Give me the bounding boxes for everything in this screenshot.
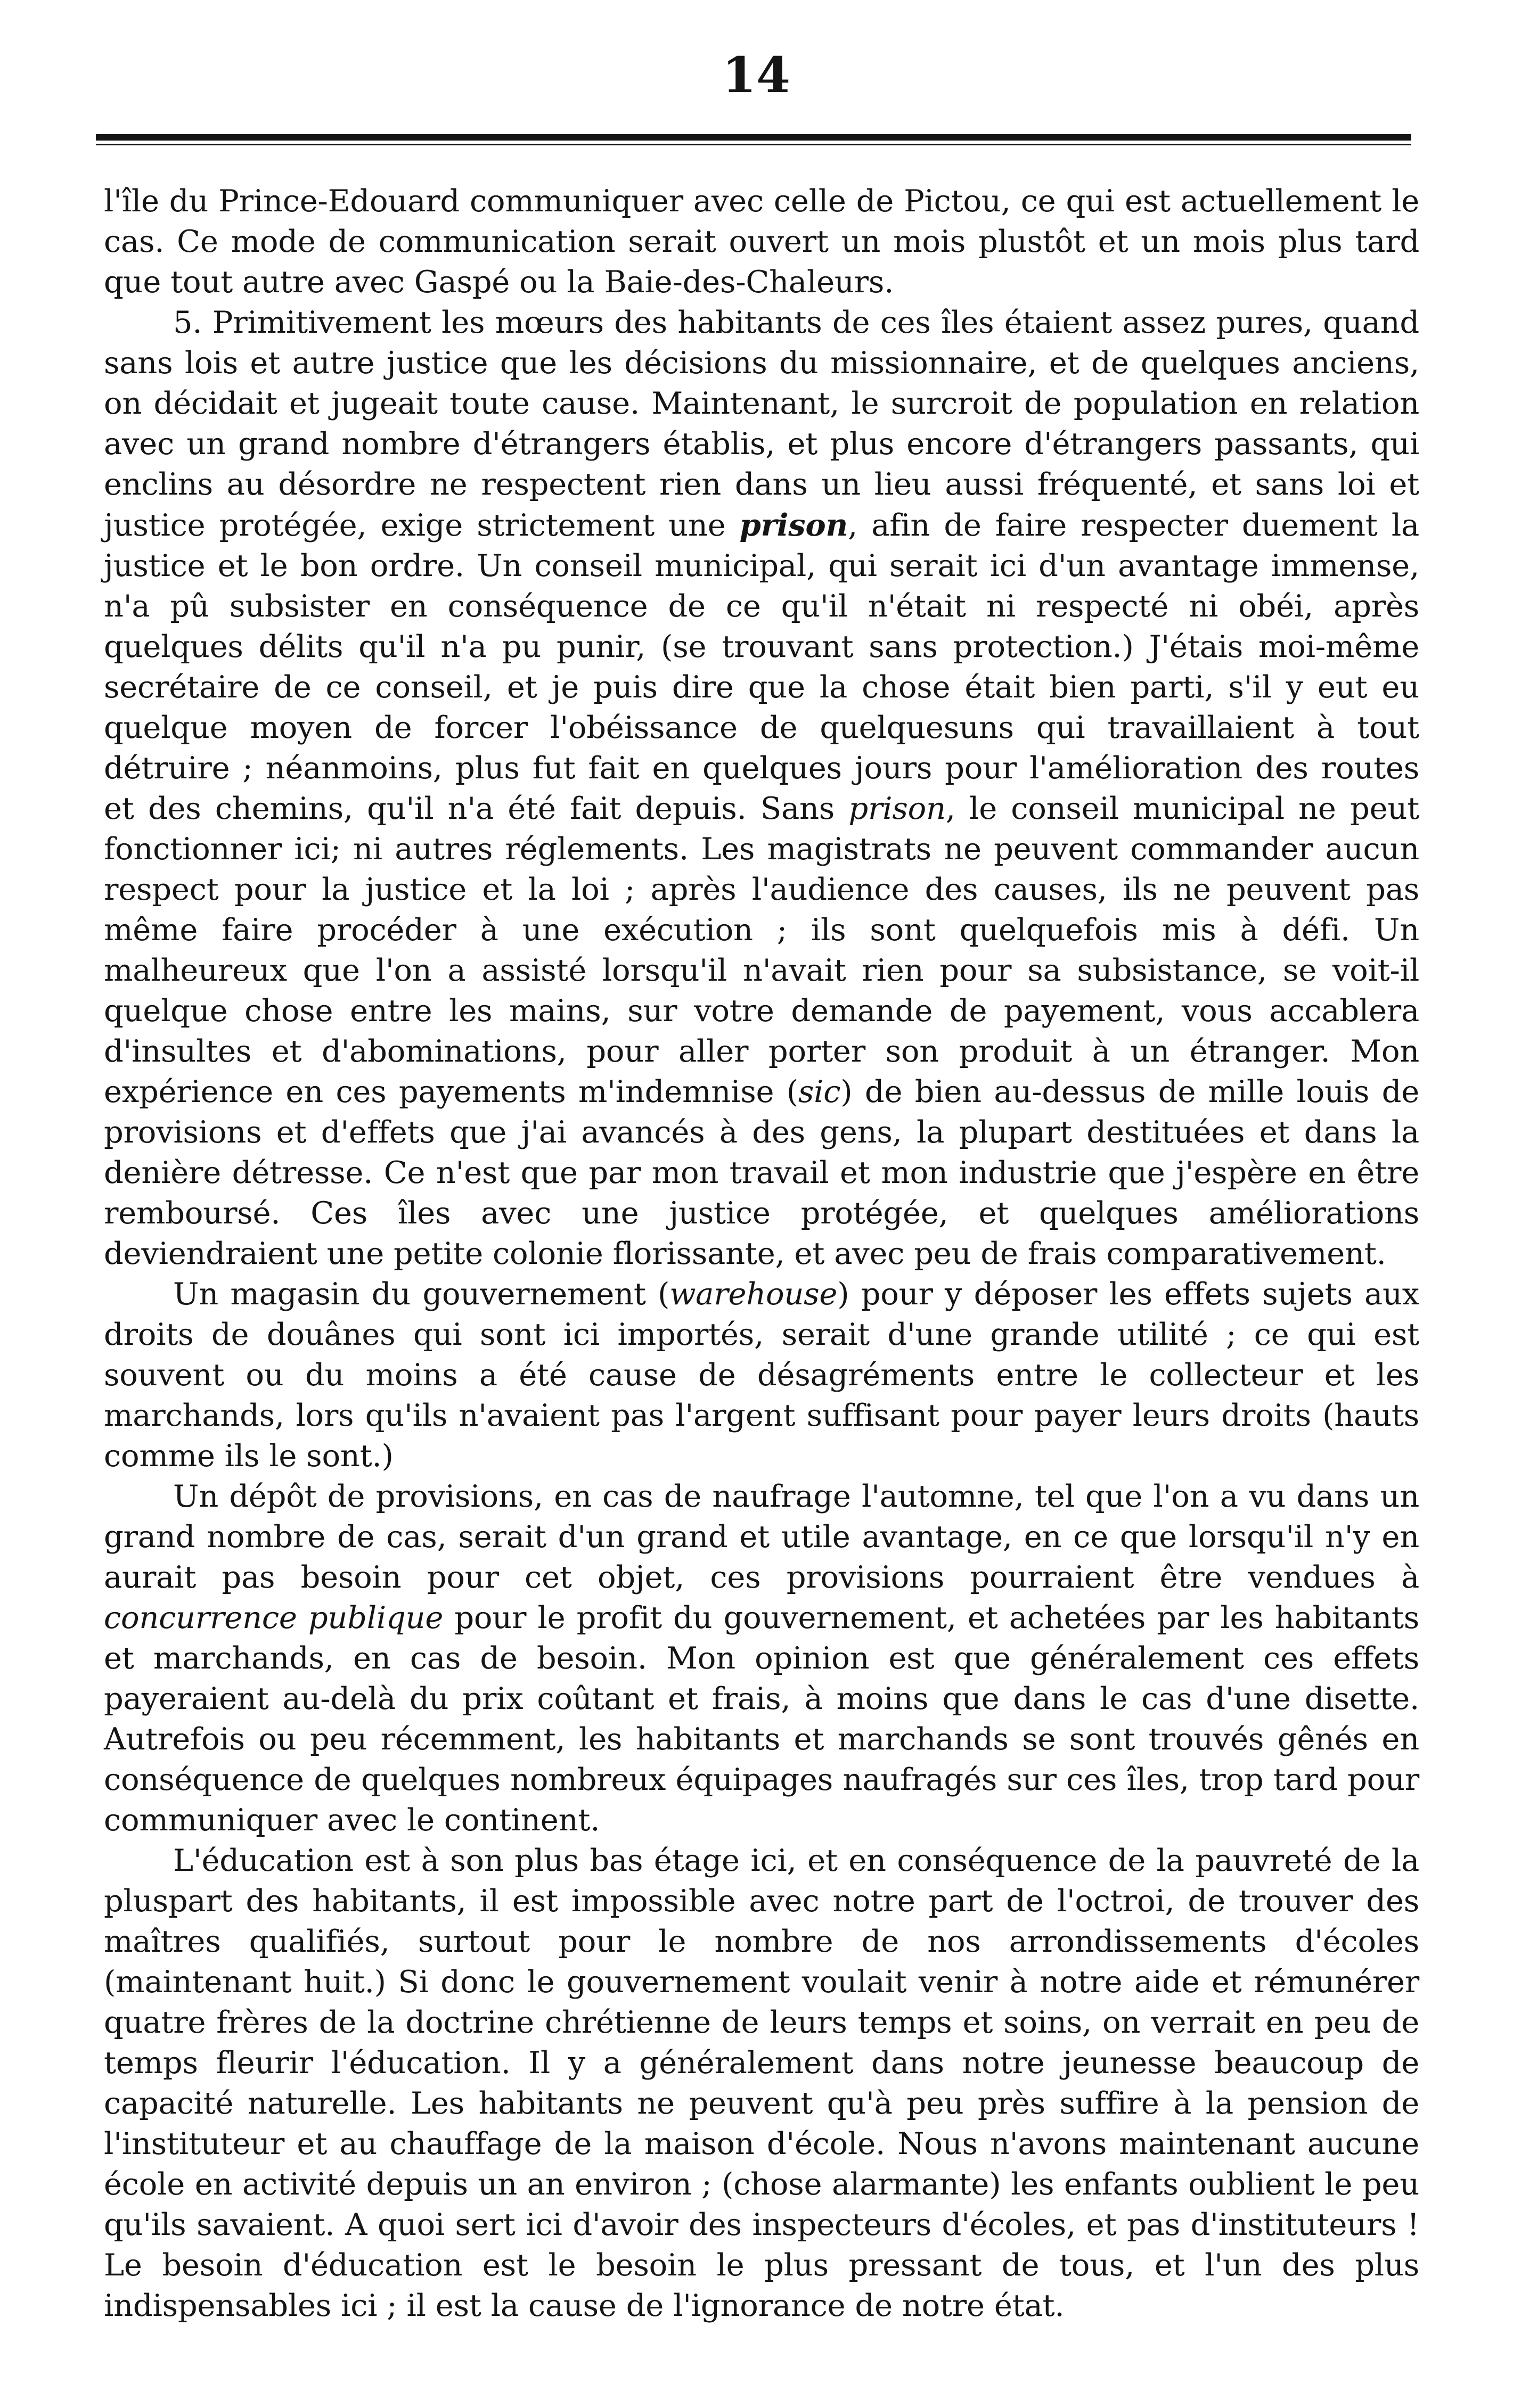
- paragraph-4-public-competition-emphasis: concurrence publique: [104, 1600, 444, 1636]
- paragraph-2-text-4: ) de bien au-dessus de mille louis de provisions et d'effets que j'ai avancés à des gens, la plupart destituées et dans la denière détresse. Ce n'est que par mon travail et mon industrie que j'espère en être remboursé. Ces îles avec une justice protégée, et quelques améliorations deviendraient une petite colonie florissante, et avec peu de frais comparativement.: [104, 1074, 1419, 1271]
- header-rule-thin: [96, 144, 1411, 145]
- paragraph-3: [104, 1274, 1419, 1476]
- paragraph-3-text-2: ) pour y déposer les effets sujets aux droits de douânes qui sont ici importés, serait d'une grande utilité ; ce qui est souvent ou du moins a été cause de désagréments entre le collecteur et les marchands, lors qu'ils n'avaient pas l'argent suffisant pour payer leurs droits (hauts comme ils le sont.): [104, 1276, 1419, 1474]
- paragraph-3-warehouse-emphasis: warehouse: [669, 1276, 838, 1312]
- paragraph-4: [104, 1476, 1419, 1840]
- paragraph-5: [104, 1840, 1419, 2326]
- paragraph-4-text-1: Un dépôt de provisions, en cas de naufrage l'automne, tel que l'on a vu dans un grand nombre de cas, serait d'un grand et utile avantage, en ce que lorsqu'il n'y en aurait pas besoin pour cet objet, ces provisions pourraient être vendues à: [104, 1478, 1419, 1595]
- paragraph-2-text-3: , le conseil municipal ne peut fonctionner ici; ni autres réglements. Les magistrats ne peuvent commander aucun respect pour la justice et la loi ; après l'audience des causes, ils ne peuvent pas même faire procéder à une exécution ; ils sont quelquefois mis à défi. Un malheureux que l'on a assisté lorsqu'il n'avait rien pour sa subsistance, se voit-il quelque chose entre les mains, sur votre demande de payement, vous accablera d'insultes et d'abominations, pour aller porter son produit à un étranger. Mon expérience en ces payements m'indemnise (: [104, 791, 1420, 1110]
- paragraph-2: [104, 302, 1419, 1274]
- paragraph-2-prison-emphasis-1: prison: [739, 507, 848, 543]
- paragraph-3-text-1: Un magasin du gouvernement (: [173, 1276, 670, 1312]
- paragraph-2-prison-emphasis-2: prison: [848, 791, 946, 826]
- paragraph-2-text-1: 5. Primitivement les mœurs des habitants de ces îles étaient assez pures, quand sans lois et autre justice que les décisions du missionnaire, et de quelques anciens, on décidait et jugeait toute cause. Maintenant, le surcroit de population en relation avec un grand nombre d'étrangers établis, et plus encore d'étrangers passants, qui enclins au désordre ne respectent rien dans un lieu aussi fréquenté, et sans loi et justice protégée, exige strictement une: [104, 305, 1419, 543]
- paragraph-4-text-2: pour le profit du gouvernement, et achetées par les habitants et marchands, en cas de besoin. Mon opinion est que généralement ces effets payeraient au-delà du prix coûtant et frais, à moins que dans le cas d'une disette. Autrefois ou peu récemment, les habitants et marchands se sont trouvés gênés en conséquence de quelques nombreux équipages naufragés sur ces îles, trop tard pour communiquer avec le continent.: [104, 1600, 1419, 1838]
- page-number: 14: [722, 46, 791, 104]
- body-text: [104, 181, 1419, 2326]
- paragraph-1-text: l'île du Prince-Edouard communiquer avec celle de Pictou, ce qui est actuellement le cas. Ce mode de communication serait ouvert un mois plustôt et un mois plus tard que tout autre avec Gaspé ou la Baie-des-Chaleurs.: [104, 183, 1419, 300]
- header-rule-thick: [96, 134, 1411, 141]
- paragraph-1: [104, 181, 1419, 302]
- paragraph-2-sic-emphasis: sic: [798, 1074, 841, 1110]
- paragraph-2-text-2: , afin de faire respecter duement la justice et le bon ordre. Un conseil municipal, qui serait ici d'un avantage immense, n'a pû subsister en conséquence de ce qu'il n'était ni respecté ni obéi, après quelques délits qu'il n'a pu punir, (se trouvant sans protection.) J'étais moi-même secrétaire de ce conseil, et je puis dire que la chose était bien parti, s'il y eut eu quelque moyen de forcer l'obéissance de quelquesuns qui travaillaient à tout détruire ; néanmoins, plus fut fait en quelques jours pour l'amélioration des routes et des chemins, qu'il n'a été fait depuis. Sans: [104, 507, 1419, 826]
- paragraph-5-text: L'éducation est à son plus bas étage ici, et en conséquence de la pauvreté de la pluspart des habitants, il est impossible avec notre part de l'octroi, de trouver des maîtres qualifiés, surtout pour le nombre de nos arrondissements d'écoles (maintenant huit.) Si donc le gouvernement voulait venir à notre aide et rémunérer quatre frères de la doctrine chrétienne de leurs temps et soins, on verrait en peu de temps fleurir l'éducation. Il y a généralement dans notre jeunesse beaucoup de capacité naturelle. Les habitants ne peuvent qu'à peu près suffire à la pension de l'instituteur et au chauffage de la maison d'école. Nous n'avons maintenant aucune école en activité depuis un an environ ; (chose alarmante) les enfants oublient le peu qu'ils savaient. A quoi sert ici d'avoir des inspecteurs d'écoles, et pas d'instituteurs ! Le besoin d'éducation est le besoin le plus pressant de tous, et l'un des plus indispensables ici ; il est la cause de l'ignorance de notre état.: [104, 1843, 1419, 2323]
